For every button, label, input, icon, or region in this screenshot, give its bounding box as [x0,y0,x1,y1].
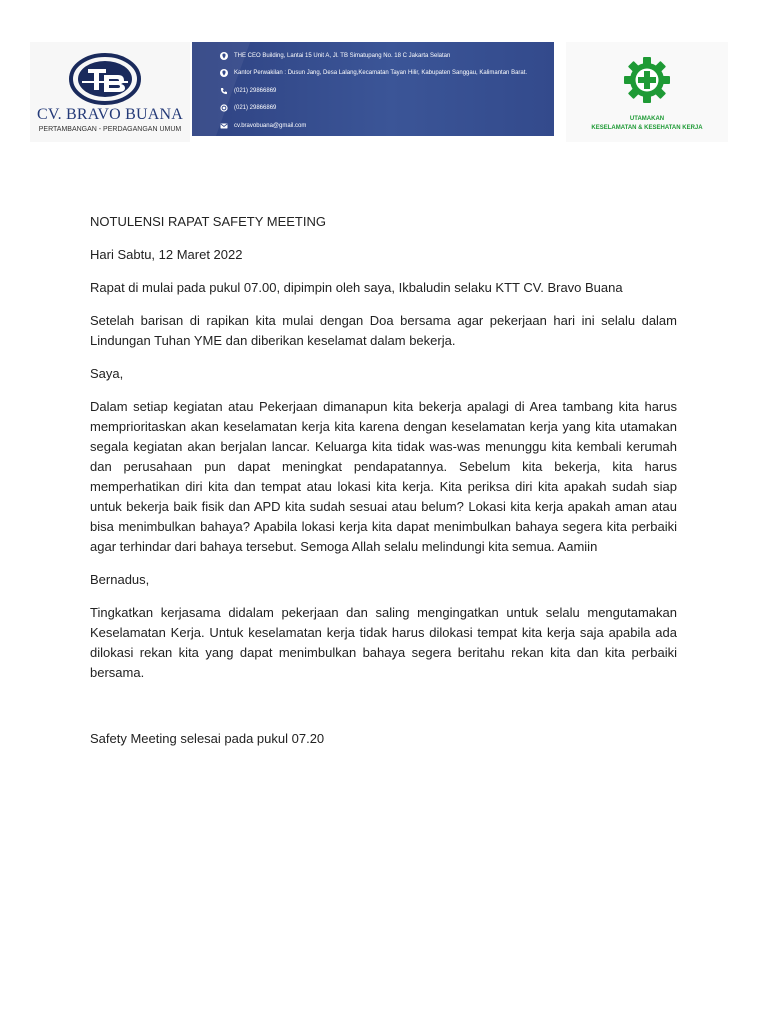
location-pin-icon [220,69,228,77]
contact-email-text: cv.bravobuana@gmail.com [234,123,307,129]
contact-branch-office [220,66,527,80]
paragraph-opening: Rapat di mulai pada pukul 07.00, dipimpin oleh saya, Ikbaludin selaku KTT CV. Bravo Buana [90,280,623,295]
speaker-label-bernadus: Bernadus, [90,572,150,587]
contact-address [220,49,450,63]
k3-safety-badge [566,42,728,142]
company-identity [30,42,190,142]
k3-slogan-line-2: KESELAMATAN & KESEHATAN KERJA [591,125,703,131]
document-title: NOTULENSI RAPAT SAFETY MEETING [90,214,326,229]
mail-icon [220,122,228,130]
k3-slogan-line-1: UTAMAKAN [629,116,665,122]
document-closing: Safety Meeting selesai pada pukul 07.20 [90,731,325,746]
document-date: Hari Sabtu, 12 Maret 2022 [90,247,243,262]
contact-branch-office-text: Kantor Perwakilan : Dusun Jang, Desa Lalang,Kecamatan Tayan Hilir, Kabupaten Sanggau, Kalimantan Barat. [234,70,528,76]
contact-whatsapp [220,101,276,115]
contact-phone [220,84,276,98]
document-body [90,212,677,762]
company-name: CV. BRAVO BUANA [37,106,183,123]
phone-icon [220,87,228,95]
contact-phone-text: (021) 29866869 [234,88,277,94]
letterhead [30,42,728,142]
location-pin-icon [220,52,228,60]
contact-whatsapp-text: (021) 29866869 [234,105,277,111]
paragraph-saya-speech: Dalam setiap kegiatan atau Pekerjaan dimanapun kita bekerja apalagi di Area tambang kita harus memprioritaskan akan keselamatan kerja kita karena dengan keselamatan kerja yang kita utamakan segala kegiatan akan berjalan lancar. Keluarga kita tidak was-was menunggu kita kembali kerumah dan perusahaan pun dapat meningkat pendapatannya. Sebelum kita bekerja, kita harus memperhatikan diri kita dan tempat atau lokasi kita kerja. Kita periksa diri kita apakah sudah siap untuk bekerja baik fisik dan APD kita sudah sesuai atau belum? Lokasi kita kerja apakah aman atau bisa menimbulkan bahaya? Apabila lokasi kerja kita dapat menimbulkan bahaya segera kita perbaiki agar terhindar dari bahaya tersebut. Semoga Allah selalu melindungi kita semua. Aamiin [90,399,677,554]
contact-address-text: THE CEO Building, Lantai 15 Unit A, Jl. TB Simatupang No. 18 C Jakarta Selatan [234,53,451,59]
whatsapp-icon [220,104,228,112]
company-tagline: PERTAMBANGAN - PERDAGANGAN UMUM [38,126,182,133]
k3-gear-cross-icon [623,56,671,104]
contact-email [220,119,306,133]
paragraph-prayer: Setelah barisan di rapikan kita mulai dengan Doa bersama agar pekerjaan hari ini selalu dalam Lindungan Tuhan YME dan diberikan keselamat dalam bekerja. [90,313,677,348]
speaker-label-saya: Saya, [90,366,124,381]
contact-info-band [192,42,554,136]
company-logo [68,52,142,106]
paragraph-bernadus-speech: Tingkatkan kerjasama didalam pekerjaan dan saling mengingatkan untuk selalu mengutamakan Keselamatan Kerja. Untuk keselamatan kerja tidak harus dilokasi tempat kita kerja saja apabila ada dilokasi rekan kita yang dapat menimbulkan bahaya segera beritahu rekan kita dan kita perbaiki bersama. [90,605,677,680]
